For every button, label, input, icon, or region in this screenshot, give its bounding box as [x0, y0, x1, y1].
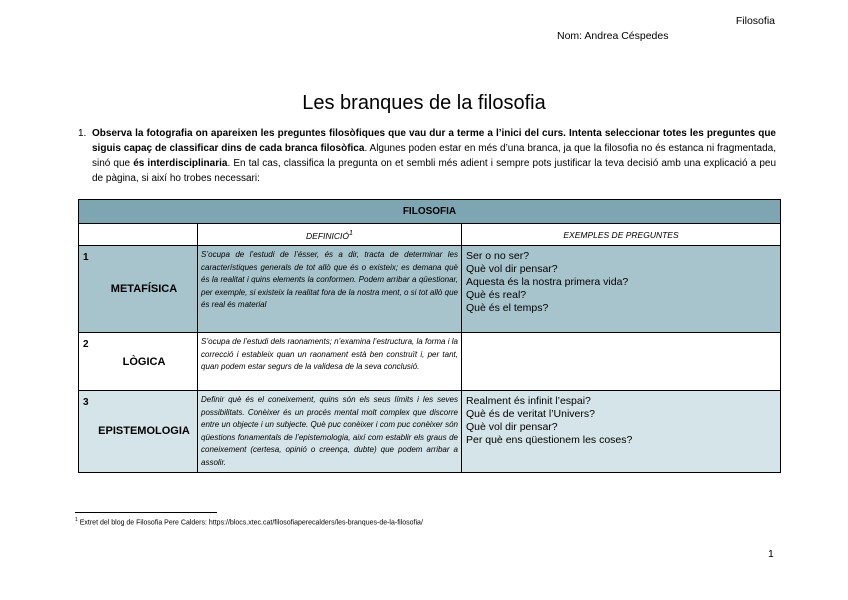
table-subheader-row	[79, 224, 781, 246]
page-number: 1	[768, 548, 774, 560]
examples-list	[462, 333, 780, 341]
instruction-bold-1: Observa la fotografia on apareixen les preguntes filosòfiques que vau dur a terme a l’inici del curs. Intenta seleccionar totes les preguntes que siguis capaç de classificar dins de cada branca filosòfica	[92, 128, 776, 154]
definition-header	[198, 224, 462, 246]
row-number: 2	[83, 339, 89, 350]
row-number: 1	[83, 252, 89, 263]
definition-text: S’ocupa de l’estudi dels raonaments; n’examina l’estructura, la forma i la correcció i estableix quan un raonament està ben construït i, per tant, quan podem estar segurs de la validesa de la seva conclusió.	[201, 337, 458, 371]
instruction-number: 1.	[78, 128, 87, 139]
branch-cell	[79, 246, 198, 333]
branch-cell	[79, 333, 198, 391]
instruction-text-2: . En tal cas, classifica la pregunta on et sembli més adient i sempre pots justificar la teva decisió amb una explicació a peu de pàgina, si així ho trobes necessari:	[92, 158, 777, 184]
header-student-name: Nom: Andrea Céspedes	[557, 30, 669, 42]
table-row-epistemologia	[79, 391, 781, 473]
example-question: Ser o no ser?	[466, 250, 530, 262]
examples-list	[462, 391, 780, 451]
instruction-text-1: . Algunes poden estar en més d’una branca, ja que la filosofia no és estanca ni fragmentada, sinó que	[92, 143, 776, 169]
example-question: Què vol dir pensar?	[466, 421, 558, 433]
instruction-paragraph	[78, 126, 777, 186]
examples-cell	[462, 246, 781, 333]
branch-name: EPISTEMOLOGIA	[98, 425, 190, 437]
example-question: Per què ens qüestionem les coses?	[466, 434, 633, 446]
definition-header-label: DEFINICIÓ	[306, 230, 350, 241]
examples-cell	[462, 391, 781, 473]
example-question: Què vol dir pensar?	[466, 263, 558, 275]
row-number: 3	[83, 397, 89, 408]
empty-header-cell	[79, 224, 198, 246]
footnote	[75, 517, 423, 526]
branch-cell	[79, 391, 198, 473]
examples-list	[462, 246, 780, 319]
definition-text: S’ocupa de l’estudi de l’ésser, és a dir, tracta de determinar les característiques generals de tot allò que és o existeix; es demana què és la realitat i quins elements la conformen. Podem arribar a qüestionar, per exemple, si existeix la realitat fora de la nostra ment, o si tot allò que és real és material	[201, 250, 458, 309]
table-header-row	[79, 200, 781, 224]
table-row-metafisica	[79, 246, 781, 333]
table-header: FILOSOFIA	[79, 200, 781, 224]
footnote-text: Extret del blog de Filosofia Pere Calders: https://blocs.xtec.cat/filosofiaperecalders/les-branques-de-la-filosofia/	[77, 519, 423, 527]
branch-name: METAFÍSICA	[110, 283, 178, 295]
definition-text: Definir què és el coneixement, quins són els seus límits i les seves possibilitats. Conèixer és un procés mental molt complex que discorre entre un objecte i un subjecte. Què puc conèixer i com puc conèixer són qüestions fonamentals de l’epistemologia, així com establir els graus de coneixement (certesa, opinió o creença, dubte) que podem arribar a assolir.	[201, 395, 458, 467]
philosophy-table	[78, 199, 781, 473]
example-question: Realment és infinit l’espai?	[466, 395, 591, 407]
example-question: Què és real?	[466, 289, 527, 301]
page-title: Les branques de la filosofia	[302, 92, 546, 114]
example-question: Què és el temps?	[466, 302, 549, 314]
definition-cell	[198, 333, 462, 391]
examples-header: EXEMPLES DE PREGUNTES	[462, 224, 781, 246]
example-question: Aquesta és la nostra primera vida?	[466, 276, 629, 288]
instruction-bold-2: és interdisciplinaria	[133, 158, 228, 169]
branch-name: LÒGICA	[122, 355, 166, 368]
header-subject: Filosofia	[735, 15, 775, 27]
footnote-marker: 1	[75, 517, 78, 523]
example-question: Què és de veritat l’Univers?	[466, 408, 595, 420]
table-row-logica	[79, 333, 781, 391]
examples-cell	[462, 333, 781, 391]
definition-cell	[198, 391, 462, 473]
definition-cell	[198, 246, 462, 333]
footnote-separator	[75, 512, 217, 513]
definition-footnote-ref: 1	[349, 228, 353, 237]
